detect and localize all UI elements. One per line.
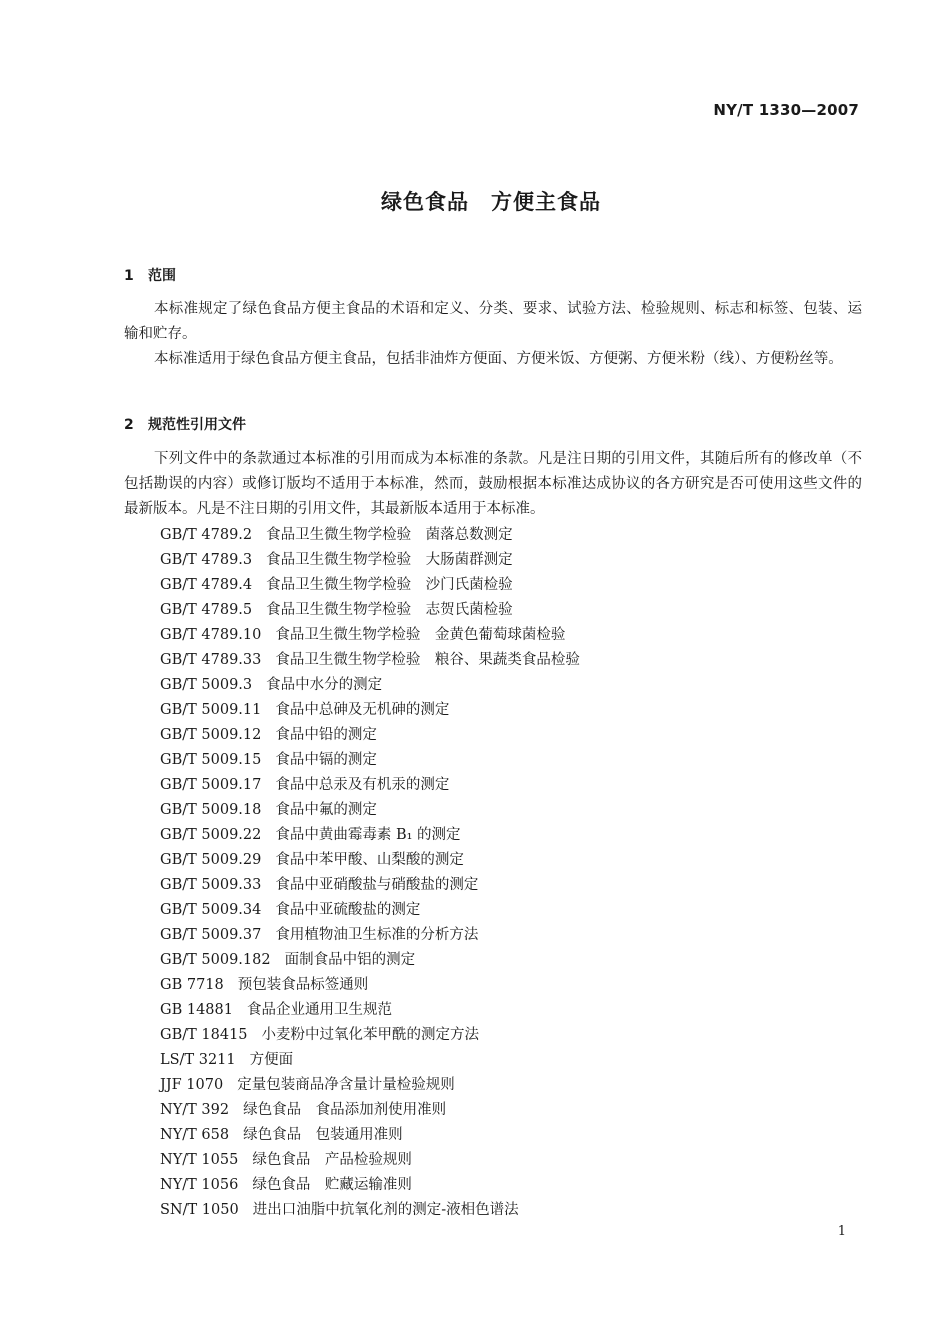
- reference-code: GB/T 5009.37: [160, 927, 262, 943]
- reference-title: 食品卫生微生物学检验 沙门氏菌检验: [266, 577, 513, 593]
- reference-item: [160, 523, 580, 548]
- standard-number: NY/T 1330—2007: [713, 101, 859, 119]
- reference-code: GB 7718: [160, 977, 224, 993]
- reference-code: GB/T 5009.22: [160, 827, 262, 843]
- reference-list: [160, 523, 580, 1223]
- reference-title: 进出口油脂中抗氧化剂的测定-液相色谱法: [252, 1202, 519, 1218]
- reference-title: 食品中氟的测定: [275, 802, 377, 818]
- reference-title: 食品中苯甲酸、山梨酸的测定: [275, 852, 464, 868]
- reference-code: GB/T 5009.29: [160, 852, 262, 868]
- reference-code: GB/T 5009.17: [160, 777, 262, 793]
- reference-item: [160, 1098, 580, 1123]
- reference-title: 食品中黄曲霉毒素 B₁ 的测定: [275, 827, 461, 843]
- reference-title: 预包装食品标签通则: [237, 977, 369, 993]
- normative-references-paragraph: 下列文件中的条款通过本标准的引用而成为本标准的条款。凡是注日期的引用文件，其随后所有的修改单（不包括勘误的内容）或修订版均不适用于本标准，然而，鼓励根据本标准达成协议的各方研究是否可使用这些文件的最新版本。凡是不注日期的引用文件，其最新版本适用于本标准。: [124, 451, 862, 517]
- document-title: 绿色食品 方便主食品: [381, 190, 601, 214]
- reference-code: GB/T 5009.15: [160, 752, 262, 768]
- reference-title: 食品中镉的测定: [275, 752, 377, 768]
- reference-title: 食品中总砷及无机砷的测定: [275, 702, 450, 718]
- reference-title: 食品卫生微生物学检验 粮谷、果蔬类食品检验: [275, 652, 580, 668]
- reference-code: NY/T 658: [160, 1127, 230, 1143]
- reference-title: 食品中亚硝酸盐与硝酸盐的测定: [275, 877, 479, 893]
- reference-item: [160, 948, 580, 973]
- reference-item: [160, 898, 580, 923]
- reference-code: JJF 1070: [160, 1077, 224, 1093]
- reference-title: 食品卫生微生物学检验 菌落总数测定: [266, 527, 513, 543]
- reference-title: 绿色食品 贮藏运输准则: [252, 1177, 412, 1193]
- reference-item: [160, 1173, 580, 1198]
- reference-code: GB/T 5009.182: [160, 952, 271, 968]
- reference-item: [160, 1048, 580, 1073]
- reference-code: GB/T 5009.34: [160, 902, 262, 918]
- section-title: 规范性引用文件: [148, 417, 246, 433]
- reference-item: [160, 698, 580, 723]
- reference-item: [160, 773, 580, 798]
- reference-item: [160, 1073, 580, 1098]
- reference-item: [160, 873, 580, 898]
- reference-title: 食品中铅的测定: [275, 727, 377, 743]
- reference-title: 食品中水分的测定: [266, 677, 383, 693]
- reference-item: [160, 923, 580, 948]
- reference-code: NY/T 392: [160, 1102, 230, 1118]
- reference-code: NY/T 1055: [160, 1152, 239, 1168]
- reference-code: GB/T 5009.11: [160, 702, 262, 718]
- reference-item: [160, 1198, 580, 1223]
- reference-code: GB/T 4789.2: [160, 527, 253, 543]
- scope-paragraph-1: 本标准规定了绿色食品方便主食品的术语和定义、分类、要求、试验方法、检验规则、标志和标签、包装、运输和贮存。: [124, 301, 862, 342]
- reference-item: [160, 1023, 580, 1048]
- reference-code: GB/T 4789.5: [160, 602, 253, 618]
- reference-title: 食用植物油卫生标准的分析方法: [275, 927, 479, 943]
- reference-item: [160, 1148, 580, 1173]
- reference-title: 定量包装商品净含量计量检验规则: [237, 1077, 455, 1093]
- reference-title: 绿色食品 产品检验规则: [252, 1152, 412, 1168]
- reference-title: 食品企业通用卫生规范: [246, 1002, 392, 1018]
- reference-code: GB/T 5009.12: [160, 727, 262, 743]
- reference-item: [160, 973, 580, 998]
- reference-item: [160, 623, 580, 648]
- reference-code: GB 14881: [160, 1002, 233, 1018]
- reference-item: [160, 598, 580, 623]
- reference-code: GB/T 4789.3: [160, 552, 253, 568]
- reference-item: [160, 673, 580, 698]
- section-number: 1: [124, 268, 134, 284]
- reference-item: [160, 848, 580, 873]
- reference-item: [160, 548, 580, 573]
- reference-item: [160, 1123, 580, 1148]
- reference-title: 绿色食品 食品添加剂使用准则: [243, 1102, 447, 1118]
- reference-item: [160, 723, 580, 748]
- reference-code: GB/T 5009.18: [160, 802, 262, 818]
- page-number: 1: [837, 1224, 846, 1239]
- reference-title: 绿色食品 包装通用准则: [243, 1127, 403, 1143]
- section-number: 2: [124, 417, 134, 433]
- scope-paragraph-2: 本标准适用于绿色食品方便主食品，包括非油炸方便面、方便米饭、方便粥、方便米粉（线）、方便粉丝等。: [154, 351, 843, 367]
- reference-title: 小麦粉中过氧化苯甲酰的测定方法: [261, 1027, 480, 1043]
- reference-title: 方便面: [249, 1052, 294, 1068]
- reference-code: GB/T 5009.33: [160, 877, 262, 893]
- section-2-heading: [124, 414, 246, 434]
- reference-code: GB/T 4789.4: [160, 577, 253, 593]
- reference-title: 食品卫生微生物学检验 志贺氏菌检验: [266, 602, 513, 618]
- reference-item: [160, 823, 580, 848]
- reference-code: LS/T 3211: [160, 1052, 236, 1068]
- reference-title: 食品卫生微生物学检验 金黄色葡萄球菌检验: [275, 627, 566, 643]
- reference-item: [160, 648, 580, 673]
- reference-code: SN/T 1050: [160, 1202, 239, 1218]
- reference-code: GB/T 5009.3: [160, 677, 253, 693]
- reference-code: GB/T 18415: [160, 1027, 248, 1043]
- reference-item: [160, 798, 580, 823]
- reference-item: [160, 748, 580, 773]
- reference-title: 食品卫生微生物学检验 大肠菌群测定: [266, 552, 513, 568]
- reference-title: 面制食品中铝的测定: [284, 952, 416, 968]
- reference-item: [160, 573, 580, 598]
- reference-code: GB/T 4789.10: [160, 627, 262, 643]
- reference-title: 食品中亚硫酸盐的测定: [275, 902, 421, 918]
- reference-code: NY/T 1056: [160, 1177, 239, 1193]
- reference-title: 食品中总汞及有机汞的测定: [275, 777, 450, 793]
- reference-item: [160, 998, 580, 1023]
- section-title: 范围: [148, 268, 176, 284]
- section-1-heading: [124, 265, 176, 285]
- reference-code: GB/T 4789.33: [160, 652, 262, 668]
